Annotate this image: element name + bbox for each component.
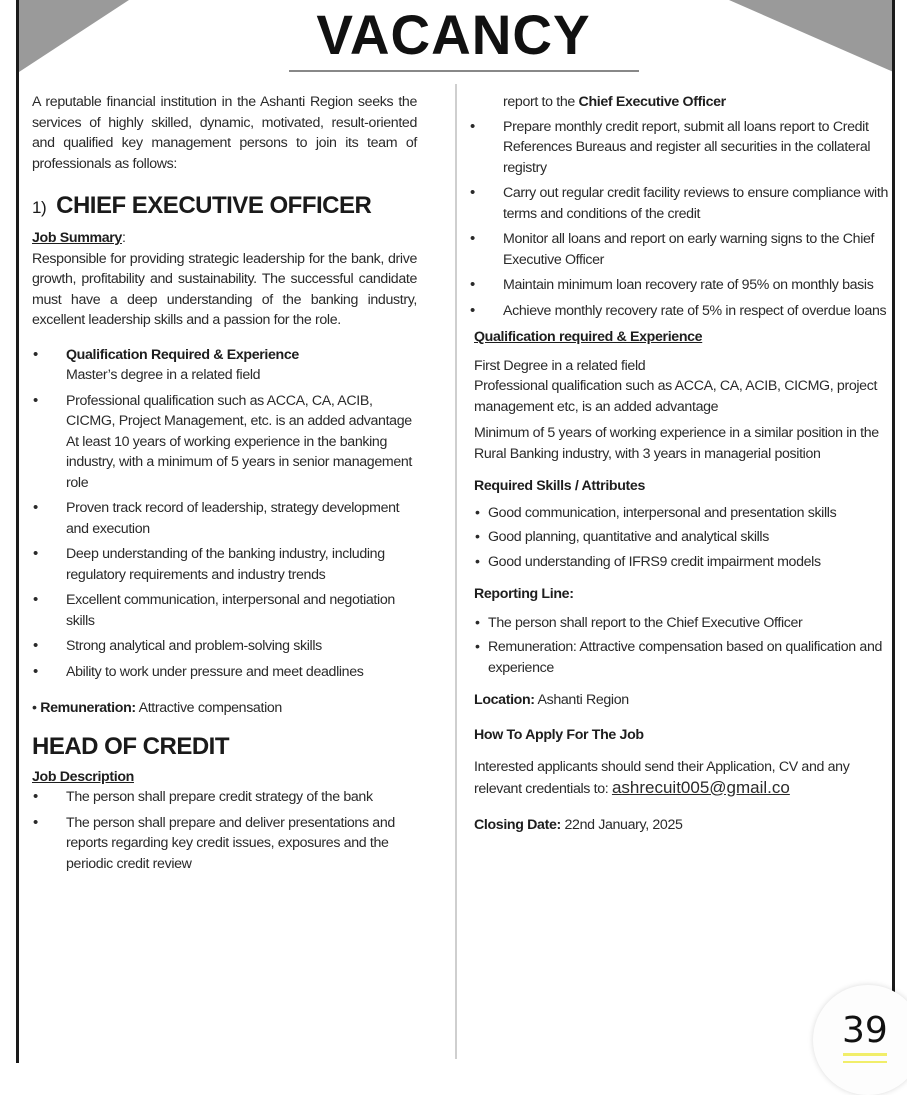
list-item: • The person shall prepare credit strategy of the bank — [32, 787, 417, 808]
location: Location: Ashanti Region — [474, 692, 629, 708]
list-item: • Monitor all loans and report on early warning signs to the Chief Executive Officer — [469, 229, 889, 270]
job-summary-text: Responsible for providing strategic leadership for the bank, drive growth, profitability and sustainability. The successful candidate must have a deep understanding of the banking industry, excellent leadership skills and a passion for the role. — [32, 250, 417, 328]
right-column — [474, 92, 889, 836]
list-item: • Ability to work under pressure and meet deadlines — [32, 662, 417, 683]
list-item: • Strong analytical and problem-solving skills — [32, 636, 417, 657]
skills-list — [474, 503, 889, 573]
list-item: • Achieve monthly recovery rate of 5% in respect of overdue loans — [469, 301, 889, 322]
ceo-qualification-list — [32, 345, 417, 683]
apply-heading: How To Apply For The Job — [474, 726, 644, 743]
list-item: • Good understanding of IFRS9 credit impairment models — [474, 552, 889, 573]
list-item: • Prepare monthly credit report, submit all loans report to Credit References Bureaus and register all securities in the collateral registry — [469, 117, 889, 179]
intro-paragraph: A reputable financial institution in the Ashanti Region seeks the services of highly skilled, dynamic, motivated, result-oriented and qualified key management persons to join its team of professionals as follows: — [32, 94, 417, 172]
list-item: • Maintain minimum loan recovery rate of 95% on monthly basis — [469, 275, 889, 296]
skills-heading: Required Skills / Attributes — [474, 478, 645, 494]
list-item: • Good planning, quantitative and analytical skills — [474, 527, 889, 548]
list-item: • Carry out regular credit facility reviews to ensure compliance with terms and conditions of the credit — [469, 183, 889, 224]
column-divider — [455, 84, 457, 1059]
ceo-number: 1) — [32, 198, 47, 217]
left-column — [32, 92, 417, 879]
title-underline — [289, 70, 639, 72]
hoc-qualification-experience: Minimum of 5 years of working experience in a similar position in the Rural Banking industry, with 3 years in managerial position — [474, 425, 879, 462]
hoc-duty-continued: report to the Chief Executive Officer — [503, 94, 726, 110]
reporting-heading: Reporting Line: — [474, 586, 574, 602]
list-item: • Proven track record of leadership, strategy development and execution — [32, 498, 417, 539]
apply-text: Interested applicants should send their Application, CV and any relevant credentials to: ashrecuit005@gmail.co — [474, 759, 850, 797]
hoc-duties-list — [32, 787, 417, 874]
list-item: • Remuneration: Attractive compensation based on qualification and experience — [474, 637, 889, 678]
list-item: • Professional qualification such as ACCA, CA, ACIB, CICMG, Project Management, etc. is an added advantage At least 10 years of working experience in the banking industry, with a minimum of 5 years in senior management role — [32, 391, 417, 494]
hoc-title: HEAD OF CREDIT — [32, 732, 229, 760]
list-item: • Deep understanding of the banking industry, including regulatory requirements and industry trends — [32, 544, 417, 585]
page-title: VACANCY — [316, 3, 591, 66]
list-item: • The person shall prepare and deliver presentations and reports regarding key credit issues, exposures and the periodic credit review — [32, 813, 417, 875]
page-number-underline — [843, 1053, 887, 1056]
list-item: • Qualification Required & Experience Master’s degree in a related field — [32, 345, 417, 386]
hoc-qualification-heading: Qualification required & Experience — [474, 329, 703, 345]
ceo-remuneration: • Remuneration: Attractive compensation — [32, 700, 282, 716]
apply-email-link[interactable]: ashrecuit005@gmail.co — [611, 777, 790, 797]
page-number: 39 — [842, 1010, 888, 1051]
hoc-duties-list-continued — [469, 117, 889, 322]
closing-date: Closing Date: 22nd January, 2025 — [474, 817, 683, 833]
ceo-title: CHIEF EXECUTIVE OFFICER — [56, 192, 372, 219]
hoc-qualification-degree: First Degree in a related field — [474, 357, 646, 374]
ceo-heading — [32, 192, 417, 222]
list-item: • The person shall report to the Chief Executive Officer — [474, 613, 889, 634]
hoc-qualification-professional: Professional qualification such as ACCA, CA, ACIB, CICMG, project management etc, is an added advantage — [474, 378, 878, 415]
job-summary-label: Job Summary: — [32, 230, 126, 246]
reporting-list — [474, 613, 889, 679]
list-item: • Excellent communication, interpersonal and negotiation skills — [32, 590, 417, 631]
job-description-label: Job Description — [32, 768, 134, 785]
list-item: • Good communication, interpersonal and presentation skills — [474, 503, 889, 524]
